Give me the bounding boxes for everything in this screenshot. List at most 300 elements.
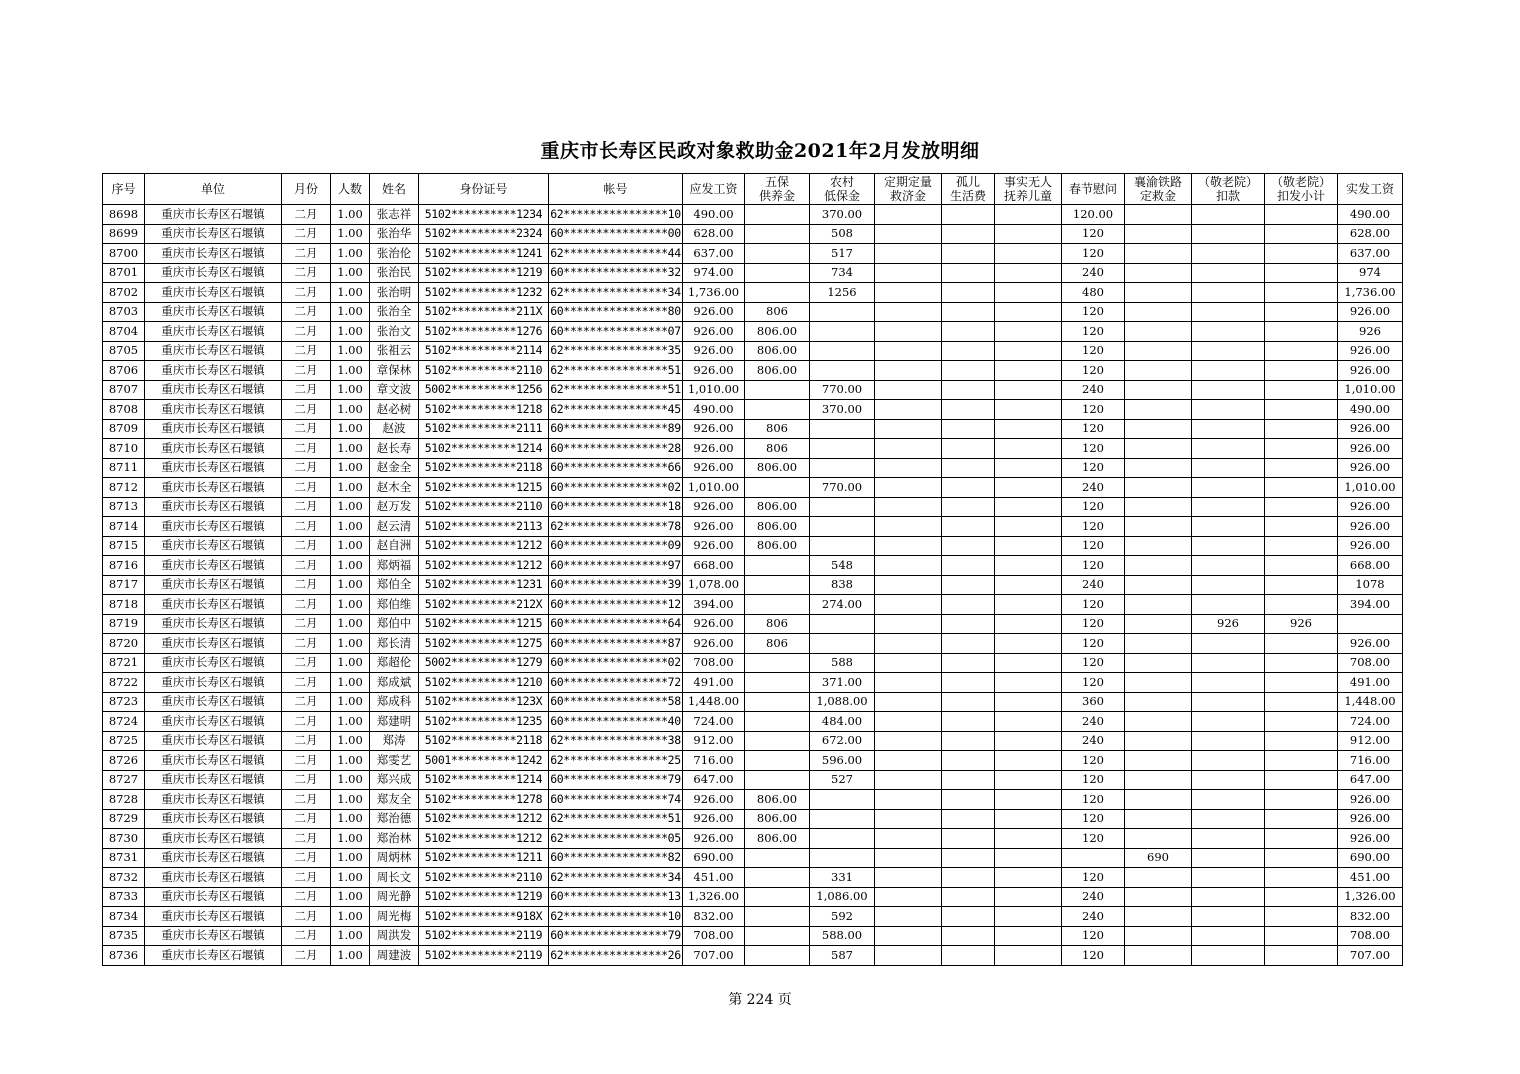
row-gross-pay: 491.00 <box>683 673 745 693</box>
row-wubao: 806.00 <box>745 790 810 810</box>
row-count: 1.00 <box>331 361 370 381</box>
row-net-pay: 708.00 <box>1338 926 1403 946</box>
row-festival: 120 <box>1062 634 1125 654</box>
row-dibao <box>810 497 875 517</box>
row-gross-pay: 690.00 <box>683 848 745 868</box>
row-id-number: 5102**********1234 <box>419 205 549 225</box>
table-row <box>103 458 1403 478</box>
row-serial: 8722 <box>103 673 145 693</box>
row-gross-pay: 926.00 <box>683 361 745 381</box>
row-dibao: 548 <box>810 556 875 576</box>
row-orphan <box>942 419 995 439</box>
row-nursing-deduction <box>1192 302 1265 322</box>
row-gross-pay: 926.00 <box>683 634 745 654</box>
row-gross-pay: 926.00 <box>683 536 745 556</box>
row-regular-relief <box>875 712 942 732</box>
row-nursing-subtotal <box>1265 224 1338 244</box>
row-id-number: 5102**********2118 <box>419 458 549 478</box>
row-account: 60****************66 <box>549 458 683 478</box>
row-orphan <box>942 497 995 517</box>
row-unattended-child <box>995 361 1062 381</box>
row-month: 二月 <box>282 848 331 868</box>
row-unattended-child <box>995 848 1062 868</box>
row-wubao: 806 <box>745 439 810 459</box>
row-net-pay: 926.00 <box>1338 458 1403 478</box>
row-name: 张志祥 <box>370 205 419 225</box>
row-id-number: 5102**********1214 <box>419 770 549 790</box>
row-id-number: 5002**********1279 <box>419 653 549 673</box>
row-net-pay: 490.00 <box>1338 205 1403 225</box>
table-row <box>103 673 1403 693</box>
row-unit: 重庆市长寿区石堰镇 <box>145 302 282 322</box>
row-unit: 重庆市长寿区石堰镇 <box>145 887 282 907</box>
row-orphan <box>942 653 995 673</box>
row-account: 60****************40 <box>549 712 683 732</box>
row-dibao: 588.00 <box>810 926 875 946</box>
row-unattended-child <box>995 614 1062 634</box>
row-month: 二月 <box>282 692 331 712</box>
row-wubao <box>745 751 810 771</box>
row-unit: 重庆市长寿区石堰镇 <box>145 458 282 478</box>
row-count: 1.00 <box>331 751 370 771</box>
row-name: 周光梅 <box>370 907 419 927</box>
row-wubao <box>745 575 810 595</box>
row-nursing-subtotal <box>1265 556 1338 576</box>
row-nursing-deduction <box>1192 712 1265 732</box>
col-header: 实发工资 <box>1338 174 1403 205</box>
row-id-number: 5001**********1242 <box>419 751 549 771</box>
row-id-number: 5102**********1212 <box>419 829 549 849</box>
row-dibao: 592 <box>810 907 875 927</box>
row-regular-relief <box>875 244 942 264</box>
row-orphan <box>942 868 995 888</box>
row-wubao: 806.00 <box>745 361 810 381</box>
row-id-number: 5102**********1235 <box>419 712 549 732</box>
row-orphan <box>942 946 995 966</box>
row-serial: 8734 <box>103 907 145 927</box>
row-gross-pay: 926.00 <box>683 829 745 849</box>
row-nursing-deduction <box>1192 692 1265 712</box>
row-orphan <box>942 361 995 381</box>
row-wubao <box>745 283 810 303</box>
row-month: 二月 <box>282 322 331 342</box>
row-unit: 重庆市长寿区石堰镇 <box>145 361 282 381</box>
row-count: 1.00 <box>331 556 370 576</box>
row-count: 1.00 <box>331 946 370 966</box>
row-festival: 360 <box>1062 692 1125 712</box>
row-dibao <box>810 809 875 829</box>
row-gross-pay: 394.00 <box>683 595 745 615</box>
row-serial: 8713 <box>103 497 145 517</box>
row-nursing-deduction <box>1192 536 1265 556</box>
row-dibao <box>810 361 875 381</box>
row-unit: 重庆市长寿区石堰镇 <box>145 439 282 459</box>
row-nursing-subtotal <box>1265 653 1338 673</box>
row-id-number: 5102**********2324 <box>419 224 549 244</box>
row-regular-relief <box>875 887 942 907</box>
row-nursing-deduction <box>1192 419 1265 439</box>
table-row <box>103 790 1403 810</box>
row-wubao <box>745 692 810 712</box>
row-unit: 重庆市长寿区石堰镇 <box>145 731 282 751</box>
row-regular-relief <box>875 283 942 303</box>
row-regular-relief <box>875 341 942 361</box>
row-count: 1.00 <box>331 263 370 283</box>
row-unattended-child <box>995 731 1062 751</box>
row-gross-pay: 1,010.00 <box>683 380 745 400</box>
row-nursing-deduction <box>1192 283 1265 303</box>
row-month: 二月 <box>282 283 331 303</box>
row-name: 张治明 <box>370 283 419 303</box>
row-id-number: 5102**********2113 <box>419 517 549 537</box>
row-count: 1.00 <box>331 868 370 888</box>
row-wubao <box>745 205 810 225</box>
row-unattended-child <box>995 341 1062 361</box>
row-nursing-subtotal <box>1265 361 1338 381</box>
row-nursing-deduction <box>1192 497 1265 517</box>
row-nursing-subtotal <box>1265 595 1338 615</box>
row-name: 张治华 <box>370 224 419 244</box>
row-account: 62****************51 <box>549 809 683 829</box>
row-unit: 重庆市长寿区石堰镇 <box>145 419 282 439</box>
row-nursing-deduction <box>1192 575 1265 595</box>
row-railway <box>1125 751 1192 771</box>
row-gross-pay: 708.00 <box>683 653 745 673</box>
row-count: 1.00 <box>331 809 370 829</box>
row-count: 1.00 <box>331 653 370 673</box>
row-nursing-subtotal <box>1265 205 1338 225</box>
row-orphan <box>942 907 995 927</box>
row-nursing-subtotal: 926 <box>1265 614 1338 634</box>
row-gross-pay: 926.00 <box>683 809 745 829</box>
row-dibao: 371.00 <box>810 673 875 693</box>
row-name: 张治文 <box>370 322 419 342</box>
row-net-pay: 912.00 <box>1338 731 1403 751</box>
row-net-pay: 926.00 <box>1338 497 1403 517</box>
row-festival: 240 <box>1062 263 1125 283</box>
row-regular-relief <box>875 614 942 634</box>
row-unit: 重庆市长寿区石堰镇 <box>145 497 282 517</box>
row-net-pay: 690.00 <box>1338 848 1403 868</box>
row-nursing-deduction <box>1192 809 1265 829</box>
row-railway <box>1125 712 1192 732</box>
row-railway <box>1125 731 1192 751</box>
row-count: 1.00 <box>331 634 370 654</box>
row-orphan <box>942 478 995 498</box>
row-id-number: 5102**********2110 <box>419 361 549 381</box>
row-festival: 120 <box>1062 536 1125 556</box>
row-orphan <box>942 926 995 946</box>
row-regular-relief <box>875 458 942 478</box>
row-railway <box>1125 224 1192 244</box>
table-row <box>103 848 1403 868</box>
row-unattended-child <box>995 517 1062 537</box>
row-nursing-deduction <box>1192 907 1265 927</box>
table-row <box>103 302 1403 322</box>
row-orphan <box>942 770 995 790</box>
row-railway <box>1125 556 1192 576</box>
table-row <box>103 887 1403 907</box>
row-count: 1.00 <box>331 595 370 615</box>
row-regular-relief <box>875 400 942 420</box>
row-festival: 120 <box>1062 653 1125 673</box>
row-name: 赵长寿 <box>370 439 419 459</box>
row-name: 郑兴成 <box>370 770 419 790</box>
row-regular-relief <box>875 829 942 849</box>
table-row <box>103 341 1403 361</box>
row-net-pay: 647.00 <box>1338 770 1403 790</box>
row-unattended-child <box>995 829 1062 849</box>
col-header: 帐号 <box>549 174 683 205</box>
row-festival: 120 <box>1062 224 1125 244</box>
row-nursing-subtotal <box>1265 419 1338 439</box>
row-regular-relief <box>875 517 942 537</box>
row-account: 60****************09 <box>549 536 683 556</box>
row-nursing-subtotal <box>1265 751 1338 771</box>
row-festival: 120 <box>1062 341 1125 361</box>
col-header: （敬老院） 扣发小计 <box>1265 174 1338 205</box>
row-festival: 120 <box>1062 497 1125 517</box>
row-account: 62****************78 <box>549 517 683 537</box>
row-month: 二月 <box>282 575 331 595</box>
row-serial: 8703 <box>103 302 145 322</box>
row-name: 郑涛 <box>370 731 419 751</box>
row-net-pay: 637.00 <box>1338 244 1403 264</box>
row-gross-pay: 490.00 <box>683 400 745 420</box>
table-row <box>103 634 1403 654</box>
row-unit: 重庆市长寿区石堰镇 <box>145 575 282 595</box>
row-count: 1.00 <box>331 536 370 556</box>
row-unattended-child <box>995 692 1062 712</box>
row-name: 郑友全 <box>370 790 419 810</box>
row-festival: 120 <box>1062 673 1125 693</box>
row-serial: 8698 <box>103 205 145 225</box>
row-account: 62****************26 <box>549 946 683 966</box>
row-id-number: 5102**********918X <box>419 907 549 927</box>
row-regular-relief <box>875 595 942 615</box>
row-account: 60****************97 <box>549 556 683 576</box>
row-month: 二月 <box>282 887 331 907</box>
row-name: 张治伦 <box>370 244 419 264</box>
row-gross-pay: 1,736.00 <box>683 283 745 303</box>
row-railway <box>1125 907 1192 927</box>
row-unattended-child <box>995 556 1062 576</box>
row-net-pay: 926.00 <box>1338 634 1403 654</box>
row-id-number: 5102**********2110 <box>419 868 549 888</box>
row-railway <box>1125 341 1192 361</box>
row-unit: 重庆市长寿区石堰镇 <box>145 848 282 868</box>
row-orphan <box>942 848 995 868</box>
row-serial: 8736 <box>103 946 145 966</box>
row-festival: 120 <box>1062 458 1125 478</box>
row-dibao <box>810 341 875 361</box>
table-row <box>103 439 1403 459</box>
row-regular-relief <box>875 770 942 790</box>
row-festival: 120 <box>1062 946 1125 966</box>
row-name: 郑长清 <box>370 634 419 654</box>
row-account: 60****************32 <box>549 263 683 283</box>
row-nursing-deduction <box>1192 224 1265 244</box>
row-festival: 120 <box>1062 868 1125 888</box>
row-orphan <box>942 341 995 361</box>
row-nursing-deduction <box>1192 731 1265 751</box>
row-count: 1.00 <box>331 712 370 732</box>
row-serial: 8706 <box>103 361 145 381</box>
table-body <box>103 205 1403 966</box>
row-wubao: 806.00 <box>745 458 810 478</box>
row-dibao <box>810 829 875 849</box>
row-net-pay: 926.00 <box>1338 517 1403 537</box>
row-count: 1.00 <box>331 926 370 946</box>
col-header: 身份证号 <box>419 174 549 205</box>
row-id-number: 5102**********2119 <box>419 926 549 946</box>
row-month: 二月 <box>282 556 331 576</box>
row-dibao: 1,086.00 <box>810 887 875 907</box>
row-unit: 重庆市长寿区石堰镇 <box>145 263 282 283</box>
row-dibao <box>810 790 875 810</box>
row-regular-relief <box>875 692 942 712</box>
row-unit: 重庆市长寿区石堰镇 <box>145 478 282 498</box>
table-row <box>103 575 1403 595</box>
row-festival: 240 <box>1062 887 1125 907</box>
row-festival: 120 <box>1062 770 1125 790</box>
row-month: 二月 <box>282 439 331 459</box>
row-unattended-child <box>995 946 1062 966</box>
row-festival: 240 <box>1062 478 1125 498</box>
row-wubao: 806 <box>745 302 810 322</box>
row-wubao <box>745 400 810 420</box>
row-railway <box>1125 458 1192 478</box>
row-nursing-subtotal <box>1265 380 1338 400</box>
row-name: 郑治德 <box>370 809 419 829</box>
row-wubao <box>745 263 810 283</box>
row-railway <box>1125 809 1192 829</box>
row-month: 二月 <box>282 517 331 537</box>
row-name: 赵波 <box>370 419 419 439</box>
row-account: 60****************89 <box>549 419 683 439</box>
row-id-number: 5102**********1214 <box>419 439 549 459</box>
table-row <box>103 809 1403 829</box>
row-id-number: 5102**********1218 <box>419 400 549 420</box>
row-orphan <box>942 829 995 849</box>
row-dibao: 770.00 <box>810 380 875 400</box>
row-nursing-subtotal <box>1265 692 1338 712</box>
row-net-pay: 926.00 <box>1338 829 1403 849</box>
row-orphan <box>942 322 995 342</box>
row-nursing-deduction <box>1192 946 1265 966</box>
col-header: 序号 <box>103 174 145 205</box>
row-id-number: 5102**********1219 <box>419 263 549 283</box>
row-festival: 120 <box>1062 829 1125 849</box>
col-header: 农村 低保金 <box>810 174 875 205</box>
row-gross-pay: 974.00 <box>683 263 745 283</box>
row-nursing-subtotal <box>1265 907 1338 927</box>
row-wubao <box>745 848 810 868</box>
row-count: 1.00 <box>331 790 370 810</box>
row-dibao: 517 <box>810 244 875 264</box>
table-row <box>103 926 1403 946</box>
row-nursing-deduction <box>1192 790 1265 810</box>
row-name: 周炳林 <box>370 848 419 868</box>
row-nursing-deduction <box>1192 380 1265 400</box>
row-count: 1.00 <box>331 380 370 400</box>
row-id-number: 5102**********2111 <box>419 419 549 439</box>
row-count: 1.00 <box>331 497 370 517</box>
row-unattended-child <box>995 751 1062 771</box>
row-net-pay: 724.00 <box>1338 712 1403 732</box>
row-unattended-child <box>995 907 1062 927</box>
row-name: 周长文 <box>370 868 419 888</box>
col-header: 应发工资 <box>683 174 745 205</box>
row-name: 赵必树 <box>370 400 419 420</box>
row-id-number: 5102**********1241 <box>419 244 549 264</box>
row-regular-relief <box>875 380 942 400</box>
row-wubao <box>745 673 810 693</box>
row-railway <box>1125 439 1192 459</box>
row-wubao: 806.00 <box>745 809 810 829</box>
row-month: 二月 <box>282 302 331 322</box>
row-count: 1.00 <box>331 731 370 751</box>
row-gross-pay: 716.00 <box>683 751 745 771</box>
row-orphan <box>942 575 995 595</box>
row-serial: 8716 <box>103 556 145 576</box>
row-serial: 8709 <box>103 419 145 439</box>
row-serial: 8727 <box>103 770 145 790</box>
row-wubao <box>745 712 810 732</box>
col-header: 事实无人 抚养儿童 <box>995 174 1062 205</box>
row-dibao <box>810 439 875 459</box>
row-orphan <box>942 244 995 264</box>
row-orphan <box>942 712 995 732</box>
row-railway <box>1125 517 1192 537</box>
col-header: （敬老院） 扣款 <box>1192 174 1265 205</box>
row-wubao: 806.00 <box>745 322 810 342</box>
row-unit: 重庆市长寿区石堰镇 <box>145 634 282 654</box>
row-wubao: 806 <box>745 614 810 634</box>
row-regular-relief <box>875 868 942 888</box>
row-orphan <box>942 790 995 810</box>
row-wubao <box>745 478 810 498</box>
row-count: 1.00 <box>331 614 370 634</box>
row-month: 二月 <box>282 419 331 439</box>
row-nursing-subtotal <box>1265 790 1338 810</box>
row-nursing-deduction <box>1192 770 1265 790</box>
row-dibao: 587 <box>810 946 875 966</box>
row-account: 60****************13 <box>549 887 683 907</box>
row-account: 60****************00 <box>549 224 683 244</box>
row-month: 二月 <box>282 868 331 888</box>
row-gross-pay: 1,448.00 <box>683 692 745 712</box>
row-serial: 8728 <box>103 790 145 810</box>
row-dibao <box>810 419 875 439</box>
row-serial: 8701 <box>103 263 145 283</box>
row-regular-relief <box>875 205 942 225</box>
row-festival: 120 <box>1062 302 1125 322</box>
row-net-pay: 926.00 <box>1338 439 1403 459</box>
row-unattended-child <box>995 322 1062 342</box>
row-name: 赵云清 <box>370 517 419 537</box>
row-id-number: 5102**********1231 <box>419 575 549 595</box>
row-net-pay: 926.00 <box>1338 419 1403 439</box>
row-festival: 120.00 <box>1062 205 1125 225</box>
table-row <box>103 400 1403 420</box>
row-serial: 8714 <box>103 517 145 537</box>
row-id-number: 5102**********1278 <box>419 790 549 810</box>
row-net-pay: 394.00 <box>1338 595 1403 615</box>
row-nursing-deduction <box>1192 244 1265 264</box>
row-railway <box>1125 263 1192 283</box>
row-unit: 重庆市长寿区石堰镇 <box>145 692 282 712</box>
